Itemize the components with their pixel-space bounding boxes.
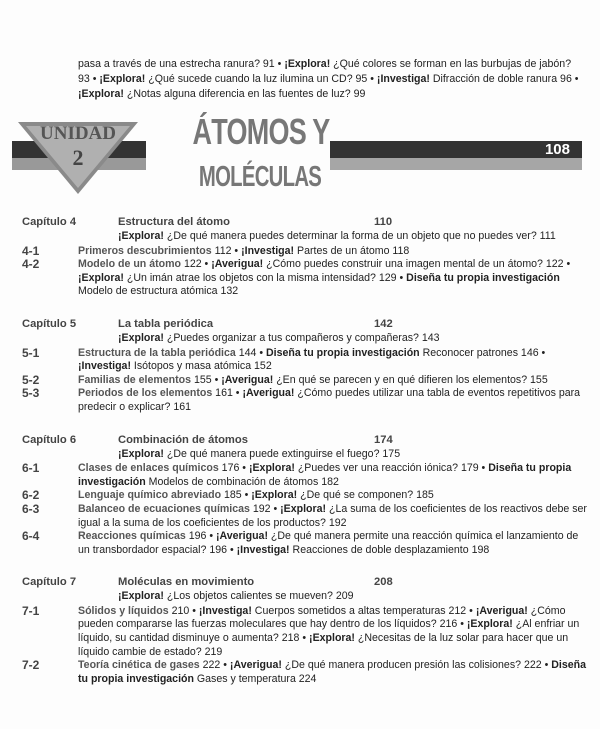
activity-label: ¡Explora! [99, 73, 146, 85]
activity-label: ¡Explora! [284, 58, 331, 70]
activity-label: ¡Averigua! [211, 258, 264, 271]
activity-label: ¡Averigua! [242, 387, 295, 400]
text-segment: Partes de un átomo 118 [294, 244, 410, 257]
activity-label: ¡Averigua! [215, 530, 268, 543]
text-segment: ¿Cómo puedes utilizar una tabla de eventos repetitivos para predecir o explicar? 161 [78, 387, 581, 413]
activity-label: ¡Explora! [280, 502, 327, 515]
section-number: 4-1 [22, 243, 40, 258]
intro-paragraph [78, 57, 583, 102]
text-segment: 176 • [218, 462, 249, 475]
text-segment: ¿De qué manera permite una reacción química el lanzamiento de un transbordador espacial? 196 • [78, 530, 579, 556]
activity-label: ¡Explora! [251, 489, 298, 502]
chapter-page: 208 [374, 576, 393, 589]
section-title: Balanceo de ecuaciones químicas [78, 502, 250, 515]
section-entry [22, 347, 587, 374]
chapter-label: Capítulo 6 [22, 433, 77, 446]
section-entry [22, 462, 587, 489]
activity-label: ¡Investiga! [198, 604, 252, 617]
text-segment: ¿Un imán atrae los objetos con la misma intensidad? 129 • [123, 271, 407, 284]
text-segment: ¿Notas alguna diferencia en las fuentes de luz? 99 [123, 88, 366, 100]
text-segment: ¿Qué colores se forman en las burbujas de jabón? 93 • [78, 58, 572, 85]
text-segment: Reconocer patrones 146 • [419, 346, 546, 359]
text-segment: 122 • [181, 258, 212, 271]
section-entry [22, 258, 587, 299]
unit-number: 2 [72, 145, 84, 170]
section-entry [22, 374, 587, 388]
text-segment: 161 • [212, 387, 243, 400]
unit-title-line2: MOLÉCULAS [198, 161, 322, 193]
text-segment: ¿De qué se componen? 185 [297, 489, 434, 502]
banner-bar-right-shade [330, 158, 582, 170]
section-title: Teoría cinética de gases [78, 659, 200, 672]
activity-label: ¡Investiga! [78, 360, 131, 373]
section-entry [22, 489, 587, 503]
activity-label: ¡Explora! [248, 462, 295, 475]
text-segment: Reacciones de doble desplazamiento 198 [289, 543, 490, 556]
chapter-title: Estructura del átomo [118, 216, 230, 228]
text-segment: 222 • [199, 659, 230, 672]
chapter-title: Combinación de átomos [118, 433, 248, 446]
text-segment: Modelo de estructura atómica 132 [78, 285, 239, 298]
text-segment: 155 • [191, 373, 222, 386]
chapter-page: 174 [374, 433, 393, 446]
text-segment: 144 • [235, 346, 266, 359]
section-number: 7-1 [22, 603, 40, 618]
chapter-intro [118, 448, 587, 462]
text-segment: Modelos de combinación de átomos 182 [145, 475, 339, 488]
activity-label: ¡Averigua! [475, 604, 528, 617]
section-title: Clases de enlaces químicos [78, 462, 219, 475]
chapter-intro [118, 590, 587, 604]
text-segment: ¿Puedes ver una reacción iónica? 179 • [294, 462, 489, 475]
chapter-intro [118, 332, 587, 346]
section-number: 6-2 [22, 488, 40, 503]
activity-label: ¡Explora! [309, 632, 355, 645]
text-segment: ¿Puedes organizar a tus compañeros y compañeras? 143 [163, 331, 440, 344]
section-title: Lenguaje químico abreviado [78, 489, 222, 502]
text-segment: 210 • [168, 604, 199, 617]
section-entry [22, 387, 587, 414]
activity-label: ¡Explora! [118, 447, 164, 460]
chapter-intro [118, 230, 587, 244]
section-number: 5-2 [22, 372, 40, 387]
chapter-block [22, 214, 587, 299]
text-segment: ¿De qué manera puede extinguirse el fuego? 175 [163, 447, 401, 460]
section-entry [22, 245, 587, 259]
activity-label: Diseña tu propia investigación [406, 271, 560, 284]
text-segment: Isótopos y masa atómica 152 [130, 360, 272, 373]
text-segment: ¿Cómo pueden compararse las fuerzas moleculares que hay dentro de los líquidos? 216 • [78, 604, 566, 631]
activity-label: ¡Explora! [78, 88, 124, 100]
chapter-heading [22, 214, 587, 230]
unit-label: UNIDAD [40, 123, 116, 144]
chapter-heading [22, 574, 587, 590]
chapter-list [22, 214, 587, 703]
text-segment: 185 • [221, 489, 252, 502]
activity-label: ¡Explora! [118, 230, 164, 242]
section-entry [22, 605, 587, 659]
section-number: 4-2 [22, 257, 40, 272]
chapter-label: Capítulo 4 [22, 216, 77, 228]
activity-label: Diseña tu propia investigación [266, 346, 420, 359]
section-title: Reacciones químicas [78, 530, 186, 543]
text-segment: pasa a través de una estrecha ranura? 91 • [78, 58, 285, 70]
text-segment: 196 • [185, 530, 216, 543]
text-segment: ¿Al enfriar un líquido, su cantidad disminuye o aumenta? 218 • [78, 618, 580, 645]
section-title: Primeros descubrimientos [78, 244, 212, 257]
section-number: 5-1 [22, 345, 40, 360]
chapter-block [22, 574, 587, 686]
chapter-page: 110 [374, 216, 393, 228]
text-segment: ¿En qué se parecen y en qué difieren los elementos? 155 [273, 373, 548, 386]
text-segment: 112 • [211, 244, 242, 257]
section-number: 6-4 [22, 529, 40, 544]
chapter-block [22, 432, 587, 558]
activity-label: ¡Investiga! [236, 543, 290, 556]
chapter-title: La tabla periódica [118, 317, 214, 330]
activity-label: ¡Averigua! [229, 659, 282, 672]
section-title: Modelo de un átomo [78, 258, 181, 271]
unit-title-line1: ÁTOMOS Y [192, 111, 330, 152]
text-segment: ¿Cómo puedes construir una imagen mental de un átomo? 122 • [263, 258, 571, 271]
text-segment: Difracción de doble ranura 96 • [429, 73, 579, 85]
activity-label: ¡Investiga! [241, 244, 295, 257]
text-segment: ¿De qué manera producen presión las colisiones? 222 • [281, 659, 552, 672]
activity-label: Diseña tu propia investigación [78, 462, 572, 488]
text-segment: 192 • [249, 502, 281, 515]
text-segment: Cuerpos sometidos a altas temperaturas 212 • [251, 604, 476, 617]
chapter-heading [22, 432, 587, 448]
activity-label: ¡Explora! [118, 590, 164, 603]
chapter-label: Capítulo 5 [22, 317, 77, 330]
chapter-block [22, 316, 587, 415]
chapter-heading [22, 316, 587, 332]
unit-page-number: 108 [544, 141, 570, 158]
activity-label: ¡Investiga! [376, 73, 430, 85]
text-segment: ¿De qué manera puedes determinar la forma de un objeto que no puedes ver? 111 [163, 230, 556, 242]
activity-label: ¡Explora! [118, 331, 164, 344]
text-segment: ¿Necesitas de la luz solar para hacer que un líquido cambie de estado? 219 [78, 632, 569, 658]
text-segment: ¿Qué sucede cuando la luz ilumina un CD? 95 • [145, 73, 377, 85]
chapter-page: 142 [374, 317, 393, 330]
chapter-title: Moléculas en movimiento [118, 576, 255, 589]
section-title: Familias de elementos [78, 373, 192, 386]
text-segment: ¿La suma de los coeficientes de los reactivos debe ser igual a la suma de los coeficientes de los productos? 192 [78, 502, 587, 529]
section-title: Periodos de los elementos [78, 387, 213, 400]
section-number: 7-2 [22, 658, 40, 673]
text-segment: ¿Los objetos calientes se mueven? 209 [163, 590, 354, 603]
chapter-label: Capítulo 7 [22, 576, 77, 589]
banner-bar-right [330, 141, 582, 158]
activity-label: ¡Averigua! [221, 373, 274, 386]
section-number: 6-1 [22, 461, 40, 476]
section-number: 5-3 [22, 386, 40, 401]
activity-label: ¡Explora! [78, 271, 124, 284]
section-entry [22, 530, 587, 557]
section-title: Estructura de la tabla periódica [78, 346, 236, 359]
section-title: Sólidos y líquidos [78, 604, 169, 617]
section-entry [22, 659, 587, 686]
section-entry [22, 503, 587, 530]
activity-label: ¡Explora! [466, 618, 513, 631]
text-segment: Gases y temperatura 224 [193, 672, 317, 685]
activity-label: Diseña tu propia investigación [78, 659, 586, 685]
section-number: 6-3 [22, 501, 40, 516]
